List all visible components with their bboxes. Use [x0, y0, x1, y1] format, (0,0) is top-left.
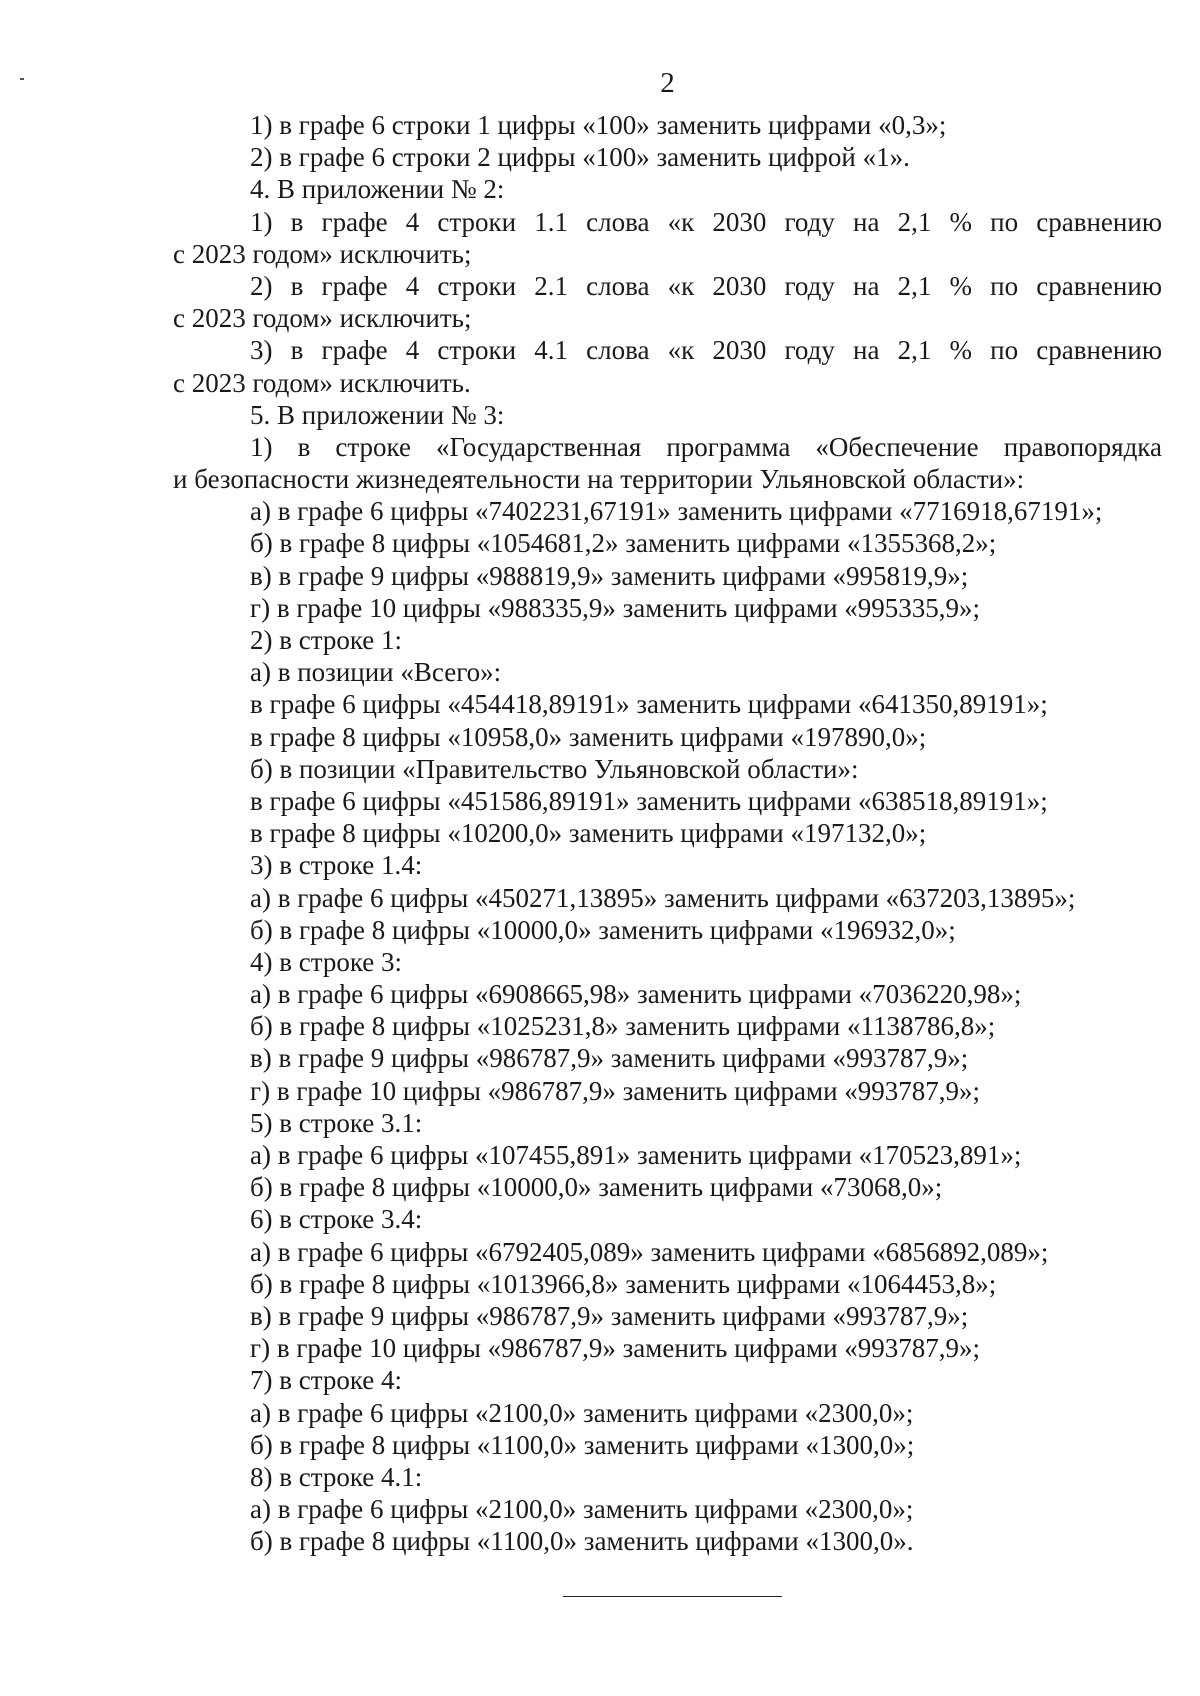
text-line: 1) в строке «Государственная программа «Обеспечение правопорядка: [250, 431, 1162, 462]
text-line: 1) в графе 6 строки 1 цифры «100» заменить цифрами «0,3»;: [250, 110, 947, 140]
text-line: а) в графе 6 цифры «2100,0» заменить цифрами «2300,0»;: [250, 1397, 914, 1428]
text-line: 2) в графе 6 строки 2 цифры «100» заменить цифрой «1».: [250, 142, 910, 173]
text-line: 7) в строке 4:: [250, 1365, 403, 1396]
text-line: в) в графе 9 цифры «986787,9» заменить цифрами «993787,9»;: [250, 1043, 969, 1074]
text-line: 5. В приложении № 3:: [250, 399, 505, 430]
text-line: в графе 8 цифры «10200,0» заменить цифрами «197132,0»;: [250, 818, 927, 849]
text-line: б) в позиции «Правительство Ульяновской области»:: [250, 753, 859, 784]
text-line: в) в графе 9 цифры «986787,9» заменить цифрами «993787,9»;: [250, 1300, 969, 1331]
text-line: б) в графе 8 цифры «1054681,2» заменить цифрами «1355368,2»;: [250, 528, 997, 559]
text-line: в графе 6 цифры «454418,89191» заменить цифрами «641350,89191»;: [250, 689, 1048, 720]
text-line: а) в графе 6 цифры «450271,13895» заменить цифрами «637203,13895»;: [250, 882, 1076, 913]
text-line: 8) в строке 4.1:: [250, 1461, 423, 1492]
text-line: 1) в графе 4 строки 1.1 слова «к 2030 году на 2,1 % по сравнению: [250, 206, 1162, 237]
text-line: а) в графе 6 цифры «2100,0» заменить цифрами «2300,0»;: [250, 1494, 914, 1525]
text-line: 3) в строке 1.4:: [250, 850, 423, 881]
text-line: б) в графе 8 цифры «1025231,8» заменить цифрами «1138786,8»;: [250, 1011, 996, 1042]
text-line: 4. В приложении № 2:: [250, 174, 505, 205]
text-line: 2) в графе 4 строки 2.1 слова «к 2030 году на 2,1 % по сравнению: [250, 270, 1162, 301]
text-line: г) в графе 10 цифры «988335,9» заменить цифрами «995335,9»;: [250, 592, 981, 623]
text-line: а) в позиции «Всего»:: [250, 657, 502, 688]
text-line: 2) в строке 1:: [250, 625, 403, 655]
text-line: б) в графе 8 цифры «1013966,8» заменить цифрами «1064453,8»;: [250, 1268, 997, 1299]
document-body: [173, 109, 1162, 1557]
text-line: и безопасности жизнедеятельности на территории Ульяновской области»:: [173, 464, 1025, 495]
page-number: 2: [660, 67, 675, 99]
text-line: с 2023 годом» исключить;: [173, 303, 472, 334]
text-line: б) в графе 8 цифры «10000,0» заменить цифрами «73068,0»;: [250, 1172, 943, 1203]
text-line: 5) в строке 3.1:: [250, 1107, 423, 1138]
text-line: г) в графе 10 цифры «986787,9» заменить цифрами «993787,9»;: [250, 1075, 981, 1106]
text-line: а) в графе 6 цифры «6792405,089» заменить цифрами «6856892,089»;: [250, 1236, 1049, 1267]
text-line: с 2023 годом» исключить.: [173, 367, 471, 398]
closing-rule-divider: [563, 1596, 782, 1597]
text-line: 4) в строке 3:: [250, 946, 403, 977]
text-line: с 2023 годом» исключить;: [173, 238, 472, 269]
text-line: в) в графе 9 цифры «988819,9» заменить цифрами «995819,9»;: [250, 560, 969, 591]
text-line: б) в графе 8 цифры «1100,0» заменить цифрами «1300,0»;: [250, 1429, 915, 1460]
text-line: б) в графе 8 цифры «10000,0» заменить цифрами «196932,0»;: [250, 914, 956, 945]
text-line: б) в графе 8 цифры «1100,0» заменить цифрами «1300,0».: [250, 1526, 914, 1557]
text-line: а) в графе 6 цифры «107455,891» заменить цифрами «170523,891»;: [250, 1140, 1022, 1170]
text-line: 3) в графе 4 строки 4.1 слова «к 2030 году на 2,1 % по сравнению: [250, 335, 1162, 366]
text-line: а) в графе 6 цифры «6908665,98» заменить цифрами «7036220,98»;: [250, 979, 1022, 1010]
text-line: в графе 6 цифры «451586,89191» заменить цифрами «638518,89191»;: [250, 785, 1048, 816]
text-line: г) в графе 10 цифры «986787,9» заменить цифрами «993787,9»;: [250, 1333, 981, 1364]
text-line: а) в графе 6 цифры «7402231,67191» заменить цифрами «7716918,67191»;: [250, 496, 1103, 527]
text-line: в графе 8 цифры «10958,0» заменить цифрами «197890,0»;: [250, 721, 927, 752]
text-line: 6) в строке 3.4:: [250, 1204, 423, 1235]
